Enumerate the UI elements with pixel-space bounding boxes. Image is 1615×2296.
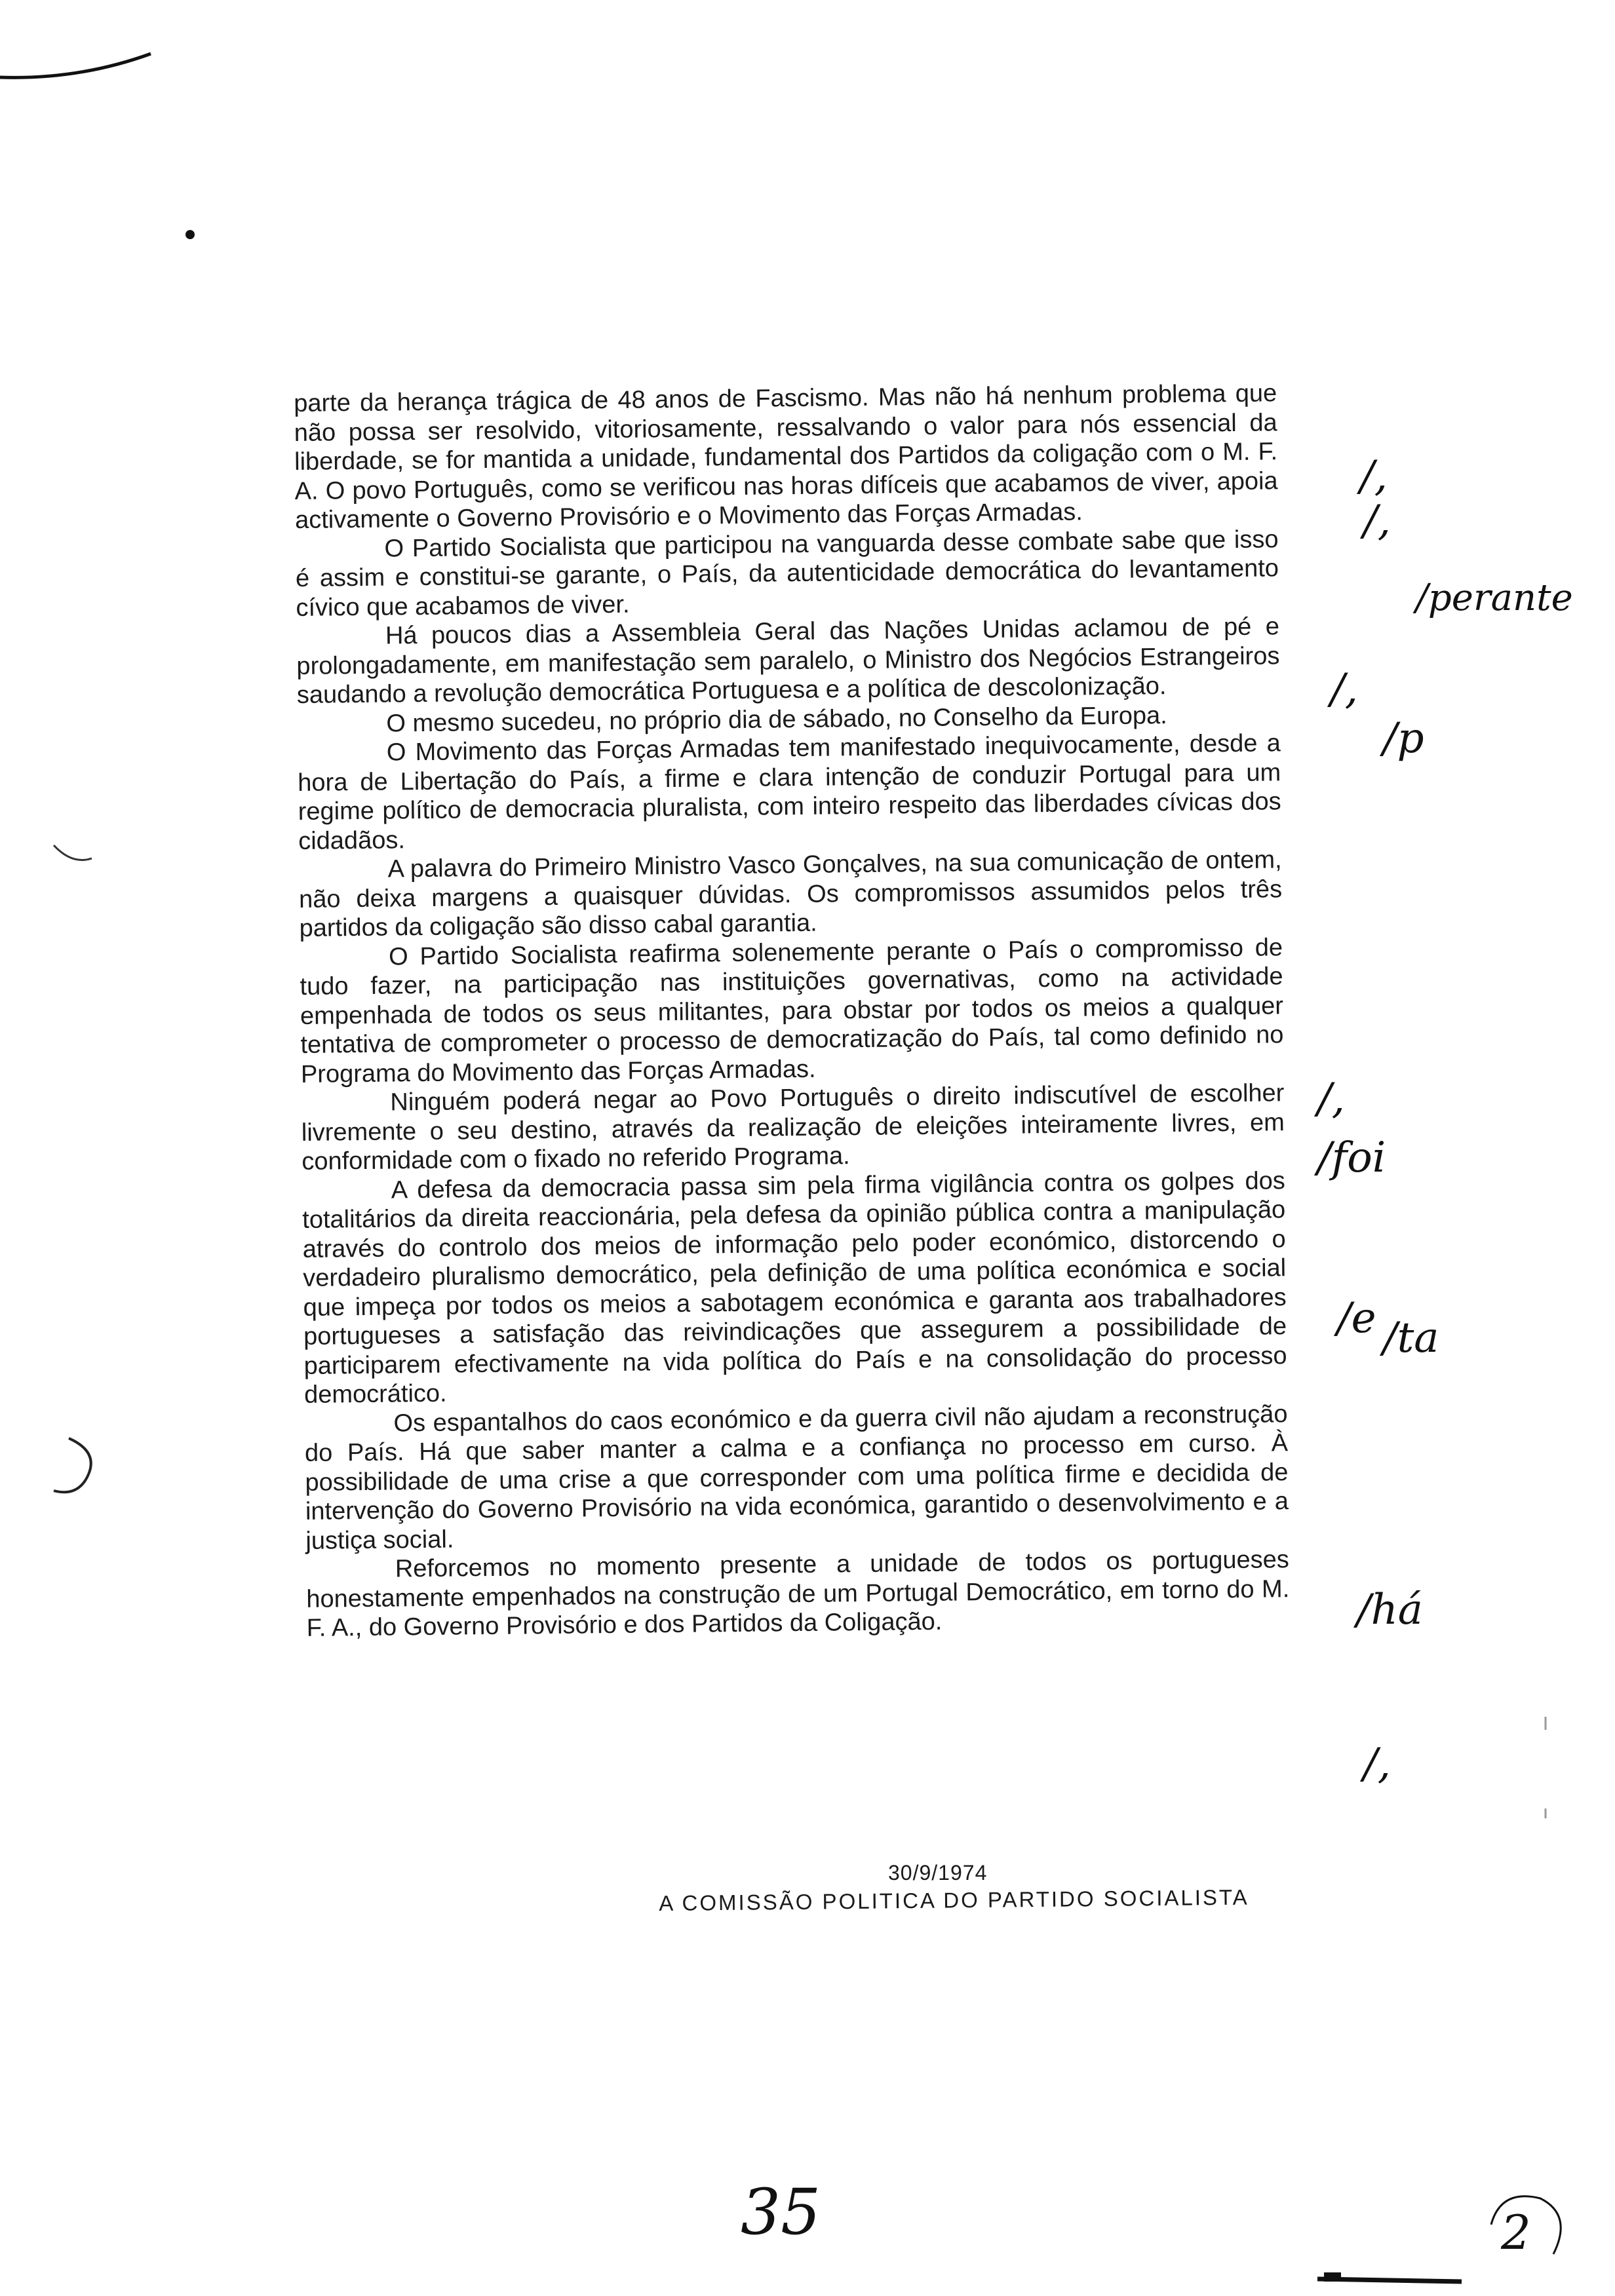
paragraph-11: Reforcemos no momento presente a unidade de todos os portugueses honestamente empenhados na construção de um Portugal Democrático, em torno do M. F. A., do Governo Provisório e dos Partidos da Coligação. — [306, 1546, 1290, 1642]
margin-note-8: /e — [1337, 1294, 1376, 1343]
page-number: 35 — [741, 2175, 821, 2249]
margin-note-1: /, — [1360, 452, 1388, 501]
margin-note-2: /, — [1363, 497, 1391, 545]
left-edge-mark-2 — [54, 1438, 91, 1492]
margin-note-3: /perante — [1416, 577, 1573, 619]
margin-note-11: /, — [1363, 1740, 1391, 1788]
ink-dot — [185, 230, 195, 239]
document-body — [294, 379, 1290, 1643]
paragraph-3: Há poucos dias a Assembleia Geral das Nações Unidas aclamou de pé e prolongadamente, em manifestação sem paralelo, o Ministro dos Negócios Estrangeiros saudando a revolução democrática Portuguesa e a política de descolonização. — [296, 613, 1280, 709]
margin-note-9: /ta — [1383, 1314, 1439, 1362]
paragraph-4: O mesmo sucedeu, no próprio dia de sábado, no Conselho da Europa. — [386, 701, 1167, 738]
document-date: 30/9/1974 — [888, 1861, 988, 1885]
bottom-edge-blot — [1324, 2272, 1341, 2282]
paragraph-8: Ninguém poderá negar ao Povo Português o direito indiscutível de escolher livremente o seu destino, através da realização de eleições inteiramente livres, em conformidade com o fixado no referido Programa. — [301, 1079, 1285, 1176]
left-edge-mark-1 — [54, 845, 92, 860]
margin-note-4: /, — [1331, 665, 1358, 714]
signature-line: A COMISSÃO POLITICA DO PARTIDO SOCIALISTA — [659, 1885, 1249, 1915]
margin-note-5: /p — [1383, 714, 1424, 763]
margin-note-10: /há — [1357, 1586, 1423, 1634]
margin-note-7: /foi — [1317, 1134, 1386, 1182]
paragraph-2: O Partido Socialista que participou na vanguarda desse combate sabe que isso é assim e constitui-se garante, o País, da autenticidade democrática do levantamento cívico que acabamos de viver. — [295, 525, 1279, 622]
paragraph-9: A defesa da democracia passa sim pela firma vigilância contra os golpes dos totalitários da direita reaccionária, pela defesa da opinião pública contra a manipulação através do controlo dos meios de informação pelo poder económico, distorcendo o verdadeiro pluralismo democrático, pela definição de uma política económica e social que impeça por todos os meios a sabotagem económica e garanta aos trabalhadores portugueses a satisfação das reivindicações que assegurem a possibilidade de participarem efectivamente na vida política do País e na consolidação do processo democrático. — [302, 1166, 1287, 1409]
paragraph-5: O Movimento das Forças Armadas tem manifestado inequivocamente, desde a hora de Libertação do País, a firme e clara intenção de conduzir Portugal para um regime político de democracia pluralista, com inteiro respeito das liberdades cívicas dos cidadãos. — [298, 729, 1281, 855]
paragraph-1: parte da herança trágica de 48 anos de Fascismo. Mas não há nenhum problema que não possa ser resolvido, vitoriosamente, ressalvando o valor para nós essencial da liberdade, se for mantida a unidade, fundamental dos Partidos da coligação com o M. F. A. O povo Português, como se verificou nas horas difíceis que acabamos de viver, apoia activamente o Governo Provisório e o Movimento das Forças Armadas. — [294, 379, 1278, 534]
paragraph-7: O Partido Socialista reafirma solenemente perante o País o compromisso de tudo fazer, na participação nas instituições governativas, como na actividade empenhada de todos os seus militantes, para obstar por todos os meios a qualquer tentativa de comprometer o processo de democratização do País, tal como definido no Programa do Movimento das Forças Armadas. — [300, 933, 1284, 1088]
paragraph-6: A palavra do Primeiro Ministro Vasco Gonçalves, na sua comunicação de ontem, não deixa margens a quaisquer dúvidas. Os compromissos assumidos pelos três partidos da coligação são disso cabal garantia. — [298, 846, 1283, 942]
top-left-stroke — [0, 54, 151, 77]
bottom-edge-smudge — [1317, 2279, 1462, 2282]
paragraph-10: Os espantalhos do caos económico e da guerra civil não ajudam a reconstrução do País. Há que saber manter a calma e a confiança no processo em curso. À possibilidade de uma crise a que corresponder com uma política firme e decidida de intervenção do Governo Provisório na vida económica, garantido o desenvolvimento e a justiça social. — [304, 1400, 1289, 1555]
margin-note-6: /, — [1317, 1075, 1345, 1123]
corner-mark: 2 — [1501, 2205, 1531, 2260]
